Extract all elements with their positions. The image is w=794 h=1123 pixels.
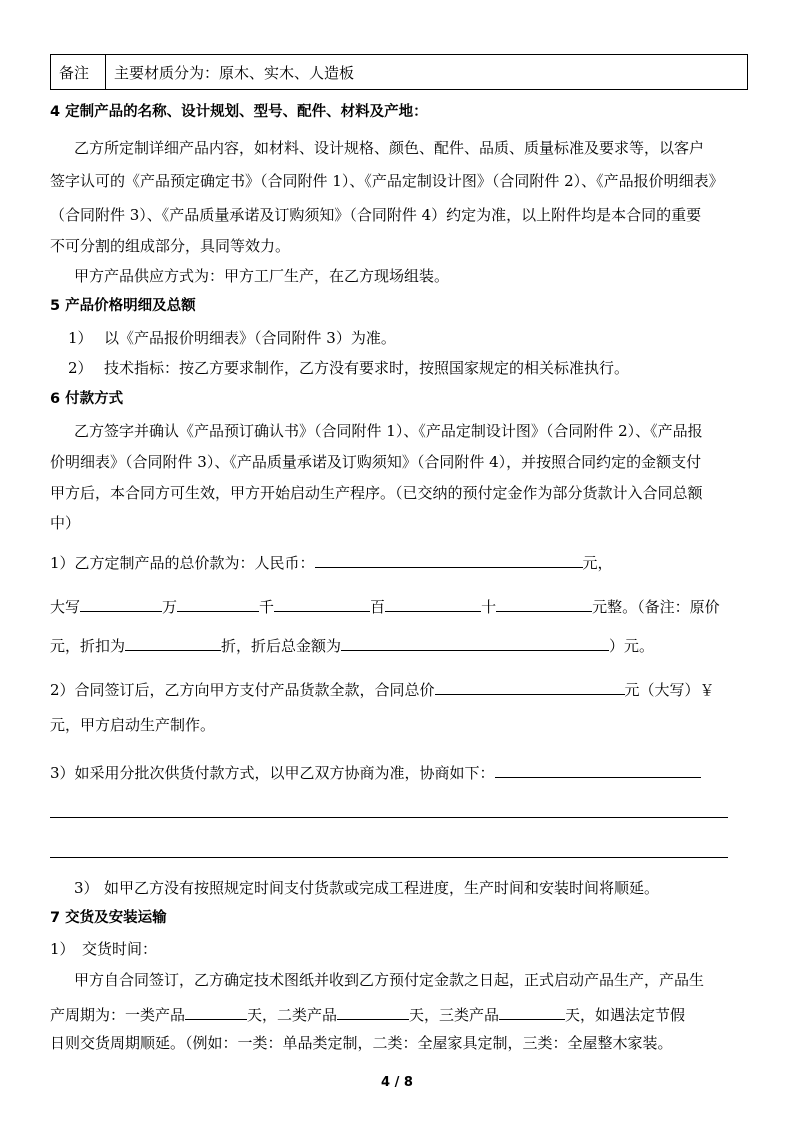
section-4-para-line: （合同附件 3）、《产品质量承诺及订购须知》（合同附件 4）约定为准，以上附件均是本合同的重要 xyxy=(50,206,702,224)
section-6-para-line: 价明细表》（合同附件 3）、《产品质量承诺及订购须知》（合同附件 4），并按照合同约定的金额支付 xyxy=(50,453,702,471)
section-6-para-line: 中） xyxy=(50,514,81,532)
section-5-item-2: 技术指标：按乙方要求制作，乙方没有要求时，按照国家规定的相关标准执行。 xyxy=(104,359,630,377)
page-number: 4 / 8 xyxy=(381,1075,413,1090)
section-4-para-line: 不可分割的组成部分，具同等效力。 xyxy=(50,237,291,255)
ten-thousands-blank[interactable] xyxy=(80,594,162,612)
installment-line: 3）如采用分批次供货付款方式，以甲乙双方协商为准，协商如下： xyxy=(50,760,701,783)
section-6-para-line: 乙方签字并确认《产品预订确认书》（合同附件 1）、《产品定制设计图》（合同附件 2）、《产品报 xyxy=(74,422,703,440)
discount-blank[interactable] xyxy=(125,633,221,651)
total-price-line: 1）乙方定制产品的总价款为：人民币： 元， xyxy=(50,550,613,573)
remarks-table xyxy=(50,54,748,90)
hundreds-blank[interactable] xyxy=(274,594,370,612)
discounted-total-blank[interactable] xyxy=(341,633,609,651)
section-5-item-number: 2） xyxy=(68,359,93,377)
section-4-para-line: 签字认可的《产品预定确定书》（合同附件 1）、《产品定制设计图》（合同附件 2）、《产品报价明细表》 xyxy=(50,172,724,190)
section-7-heading: 7 交货及安装运输 xyxy=(50,910,167,926)
total-price-blank[interactable] xyxy=(315,550,583,568)
discount-line: 元，折扣为 折，折后总金额为 ）元。 xyxy=(50,633,654,656)
amount-in-words-line: 大写 万 千 百 十 元整。（备注：原价 xyxy=(50,594,720,617)
section-5-item-number: 1） xyxy=(68,329,93,347)
installment-blank[interactable] xyxy=(495,760,701,778)
class-1-days-blank[interactable] xyxy=(185,1002,247,1020)
installment-blank-line[interactable] xyxy=(50,857,728,858)
section-4-para-line: 乙方所定制详细产品内容，如材料、设计规格、颜色、配件、品质、质量标准及要求等，以客户 xyxy=(74,139,705,157)
contract-total-blank[interactable] xyxy=(435,677,625,695)
remarks-value: 主要材质分为：原木、实木、人造板 xyxy=(114,63,355,82)
yuan-blank[interactable] xyxy=(496,594,592,612)
full-payment-line: 2）合同签订后，乙方向甲方支付产品货款全款，合同总价 元（大写）￥ xyxy=(50,677,715,700)
section-6-heading: 6 付款方式 xyxy=(50,391,124,407)
class-3-days-blank[interactable] xyxy=(499,1002,565,1020)
section-4-heading: 4 定制产品的名称、设计规划、型号、配件、材料及产地： xyxy=(50,104,428,120)
production-cycle-line: 产周期为：一类产品 天，二类产品 天，三类产品 天，如遇法定节假 xyxy=(50,1002,685,1025)
thousands-blank[interactable] xyxy=(177,594,259,612)
class-2-days-blank[interactable] xyxy=(337,1002,409,1020)
section-7-para-line: 甲方自合同签订，乙方确定技术图纸并收到乙方预付定金款之日起，正式启动产品生产，产品生 xyxy=(74,971,705,989)
section-7-para-line: 日则交货周期顺延。（例如：一类：单品类定制，二类：全屋家具定制，三类：全屋整木家装。 xyxy=(50,1034,673,1052)
section-4-supply: 甲方产品供应方式为：甲方工厂生产，在乙方现场组装。 xyxy=(74,267,450,285)
delivery-time-label: 交货时间： xyxy=(82,940,158,958)
tens-blank[interactable] xyxy=(385,594,481,612)
section-7-item-number: 1） xyxy=(50,940,75,958)
start-production-text: 元，甲方启动生产制作。 xyxy=(50,716,216,734)
section-5-heading: 5 产品价格明细及总额 xyxy=(50,298,196,314)
delay-clause: 如甲乙方没有按照规定时间支付货款或完成工程进度，生产时间和安装时间将顺延。 xyxy=(104,879,660,897)
section-6-item-number: 3） xyxy=(74,879,99,897)
installment-blank-line[interactable] xyxy=(50,817,728,818)
section-6-para-line: 甲方后，本合同方可生效，甲方开始启动生产程序。（已交纳的预付定金作为部分货款计入合同总额 xyxy=(50,484,703,502)
remarks-label: 备注 xyxy=(51,55,106,89)
section-5-item-1: 以《产品报价明细表》（合同附件 3）为准。 xyxy=(104,329,396,347)
